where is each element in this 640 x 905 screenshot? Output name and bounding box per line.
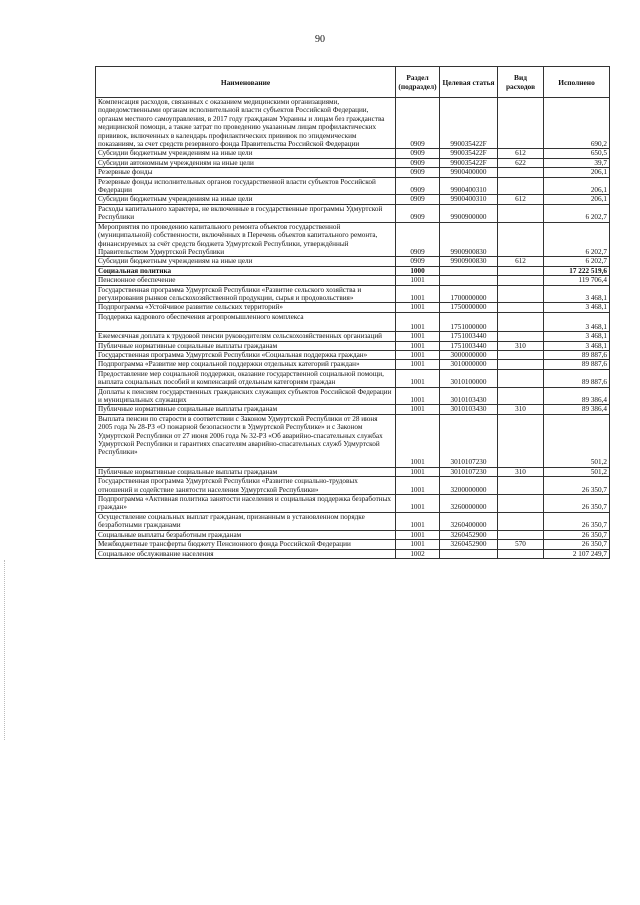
row-section-cell: 0909 xyxy=(396,195,440,204)
row-target-cell: 3260400000 xyxy=(440,512,498,530)
scan-margin-mark xyxy=(4,560,7,740)
row-target-cell: 3010103430 xyxy=(440,387,498,405)
row-name-cell: Межбюджетные трансферты бюджету Пенсионного фонда Российской Федерации xyxy=(96,540,396,549)
row-amount-cell: 89 887,6 xyxy=(544,350,610,359)
row-type-cell xyxy=(498,477,544,495)
row-target-cell: 990035422F xyxy=(440,149,498,158)
table-row xyxy=(96,549,610,558)
row-type-cell xyxy=(498,350,544,359)
row-name-cell: Расходы капитального характера, не включенные в государственные программы Удмуртской Республики xyxy=(96,204,396,222)
table-row xyxy=(96,98,610,149)
row-type-cell xyxy=(498,512,544,530)
row-amount-cell: 501,2 xyxy=(544,467,610,476)
row-type-cell: 310 xyxy=(498,467,544,476)
header-type: Вид расходов xyxy=(498,67,544,98)
row-section-cell: 1001 xyxy=(396,540,440,549)
table-row xyxy=(96,477,610,495)
table-row xyxy=(96,312,610,331)
row-amount-cell: 39,7 xyxy=(544,158,610,167)
table-row xyxy=(96,285,610,303)
row-type-cell xyxy=(498,177,544,195)
row-type-cell xyxy=(498,369,544,387)
table-row xyxy=(96,360,610,369)
table-row xyxy=(96,350,610,359)
table-row xyxy=(96,149,610,158)
row-type-cell xyxy=(498,303,544,312)
row-type-cell: 310 xyxy=(498,341,544,350)
row-name-cell: Осуществление социальных выплат гражданам, признанным в установленном порядке безработными гражданами xyxy=(96,512,396,530)
row-name-cell: Мероприятия по проведению капитального ремонта объектов государственной (муниципальной) собственности, включённых в Перечень объектов капитального ремонта, финансируемых за счёт средств бюджета Удмуртской Республики, утверждённый Правительством Удмуртской Республики xyxy=(96,222,396,257)
row-type-cell xyxy=(498,549,544,558)
table-row xyxy=(96,387,610,405)
table-row xyxy=(96,495,610,513)
row-type-cell xyxy=(498,360,544,369)
row-name-cell: Субсидии бюджетным учреждениям на иные цели xyxy=(96,257,396,266)
row-type-cell xyxy=(498,332,544,341)
table-row xyxy=(96,414,610,467)
row-amount-cell: 26 350,7 xyxy=(544,512,610,530)
table-row xyxy=(96,540,610,549)
table-row xyxy=(96,177,610,195)
row-name-cell: Компенсация расходов, связанных с оказанием медицинскими организациями, подведомственными органам исполнительной власти субъектов Российской Федерации, органам местного самоуправления, в 2017 году гражданам Украины и лицам без гражданства медицинской помощи, а также затрат по проведению указанным лицам профилактических прививок, включенных в календарь профилактических прививок по эпидемическим показаниям, за счет средств резервного фонда Правительства Российской Федерации xyxy=(96,98,396,149)
row-amount-cell: 89 386,4 xyxy=(544,405,610,414)
table-header-row xyxy=(96,67,610,98)
row-target-cell: 9900900830 xyxy=(440,222,498,257)
row-type-cell: 612 xyxy=(498,257,544,266)
row-section-cell: 0909 xyxy=(396,257,440,266)
row-amount-cell: 690,2 xyxy=(544,98,610,149)
row-section-cell: 1001 xyxy=(396,414,440,467)
table-row xyxy=(96,512,610,530)
row-type-cell xyxy=(498,414,544,467)
row-amount-cell: 26 350,7 xyxy=(544,495,610,513)
row-amount-cell: 89 887,6 xyxy=(544,369,610,387)
row-amount-cell: 89 386,4 xyxy=(544,387,610,405)
row-name-cell: Подпрограмма «Устойчивое развитие сельских территорий» xyxy=(96,303,396,312)
row-type-cell xyxy=(498,387,544,405)
row-section-cell: 0909 xyxy=(396,158,440,167)
row-amount-cell: 26 350,7 xyxy=(544,530,610,539)
row-amount-cell: 206,1 xyxy=(544,177,610,195)
row-section-cell: 0909 xyxy=(396,168,440,177)
table-row xyxy=(96,303,610,312)
row-type-cell xyxy=(498,285,544,303)
row-target-cell xyxy=(440,266,498,275)
row-target-cell: 3260452900 xyxy=(440,540,498,549)
table-row xyxy=(96,257,610,266)
row-amount-cell: 119 706,4 xyxy=(544,276,610,285)
row-name-cell: Субсидии бюджетным учреждениям на иные цели xyxy=(96,149,396,158)
header-section: Раздел (подраздел) xyxy=(396,67,440,98)
page-number: 90 xyxy=(315,34,325,45)
row-target-cell: 9900900830 xyxy=(440,257,498,266)
row-target-cell: 1751003440 xyxy=(440,341,498,350)
row-target-cell xyxy=(440,549,498,558)
row-name-cell: Публичные нормативные социальные выплаты гражданам xyxy=(96,405,396,414)
row-type-cell xyxy=(498,495,544,513)
row-target-cell: 3260452900 xyxy=(440,530,498,539)
row-amount-cell: 26 350,7 xyxy=(544,540,610,549)
table-body xyxy=(96,98,610,559)
row-type-cell: 622 xyxy=(498,158,544,167)
row-target-cell: 1751003440 xyxy=(440,332,498,341)
table-row xyxy=(96,276,610,285)
header-executed: Исполнено xyxy=(544,67,610,98)
row-amount-cell: 3 468,1 xyxy=(544,285,610,303)
table-row xyxy=(96,168,610,177)
row-name-cell: Выплата пенсии по старости в соответствии с Законом Удмуртской Республики от 28 июня 2005 года № 28-РЗ «О пожарной безопасности в Удмуртской Республике» и с Законом Удмуртской Республики от 27 июня 2006 года № 32-РЗ «Об аварийно-спасательных службах Удмуртской Республики и гарантиях спасателям аварийно-спасательных служб Удмуртской Республики» xyxy=(96,414,396,467)
row-section-cell: 0909 xyxy=(396,222,440,257)
row-target-cell: 3010000000 xyxy=(440,360,498,369)
row-target-cell: 990035422F xyxy=(440,158,498,167)
row-section-cell: 1001 xyxy=(396,332,440,341)
table-row xyxy=(96,204,610,222)
row-name-cell: Резервные фонды xyxy=(96,168,396,177)
row-type-cell xyxy=(498,204,544,222)
row-amount-cell: 206,1 xyxy=(544,195,610,204)
row-section-cell: 1002 xyxy=(396,549,440,558)
row-target-cell: 9900400310 xyxy=(440,177,498,195)
row-name-cell: Публичные нормативные социальные выплаты гражданам xyxy=(96,341,396,350)
row-target-cell: 3000000000 xyxy=(440,350,498,359)
row-target-cell: 9900900000 xyxy=(440,204,498,222)
row-name-cell: Субсидии автономным учреждениям на иные цели xyxy=(96,158,396,167)
row-name-cell: Поддержка кадрового обеспечения агропромышленного комплекса xyxy=(96,312,396,331)
row-section-cell: 1001 xyxy=(396,512,440,530)
row-target-cell: 9900400000 xyxy=(440,168,498,177)
row-target-cell xyxy=(440,276,498,285)
row-name-cell: Государственная программа Удмуртской Республики «Развитие социально-трудовых отношений и содействие занятости населения Удмуртской Республики» xyxy=(96,477,396,495)
row-name-cell: Субсидии бюджетным учреждениям на иные цели xyxy=(96,195,396,204)
row-name-cell: Пенсионное обеспечение xyxy=(96,276,396,285)
row-name-cell: Социальная политика xyxy=(96,266,396,275)
row-amount-cell: 501,2 xyxy=(544,414,610,467)
expenditure-table xyxy=(95,66,610,559)
header-name: Наименование xyxy=(96,67,396,98)
row-section-cell: 1001 xyxy=(396,369,440,387)
table-row xyxy=(96,332,610,341)
row-name-cell: Подпрограмма «Развитие мер социальной поддержки отдельных категорий граждан» xyxy=(96,360,396,369)
row-amount-cell: 6 202,7 xyxy=(544,222,610,257)
row-type-cell xyxy=(498,168,544,177)
row-amount-cell: 89 887,6 xyxy=(544,360,610,369)
row-type-cell: 310 xyxy=(498,405,544,414)
table-row xyxy=(96,158,610,167)
row-section-cell: 1001 xyxy=(396,405,440,414)
row-amount-cell: 206,1 xyxy=(544,168,610,177)
row-target-cell: 3010100000 xyxy=(440,369,498,387)
row-name-cell: Государственная программа Удмуртской Республики «Социальная поддержка граждан» xyxy=(96,350,396,359)
row-target-cell: 990035422F xyxy=(440,98,498,149)
row-target-cell: 1751000000 xyxy=(440,312,498,331)
row-name-cell: Публичные нормативные социальные выплаты гражданам xyxy=(96,467,396,476)
row-section-cell: 0909 xyxy=(396,149,440,158)
row-target-cell: 3010107230 xyxy=(440,467,498,476)
row-amount-cell: 17 222 519,6 xyxy=(544,266,610,275)
row-amount-cell: 6 202,7 xyxy=(544,204,610,222)
row-section-cell: 0909 xyxy=(396,204,440,222)
row-name-cell: Предоставление мер социальной поддержки, оказание государственной социальной помощи, выплата социальных пособий и компенсаций отдельным категориям граждан xyxy=(96,369,396,387)
row-type-cell xyxy=(498,266,544,275)
row-type-cell xyxy=(498,312,544,331)
row-name-cell: Социальные выплаты безработным гражданам xyxy=(96,530,396,539)
row-section-cell: 1001 xyxy=(396,285,440,303)
row-type-cell xyxy=(498,222,544,257)
header-target: Целевая статья xyxy=(440,67,498,98)
row-section-cell: 1001 xyxy=(396,341,440,350)
row-amount-cell: 3 468,1 xyxy=(544,341,610,350)
row-section-cell: 1001 xyxy=(396,467,440,476)
row-target-cell: 1750000000 xyxy=(440,303,498,312)
row-section-cell: 0909 xyxy=(396,98,440,149)
row-amount-cell: 3 468,1 xyxy=(544,312,610,331)
row-type-cell: 612 xyxy=(498,149,544,158)
row-name-cell: Социальное обслуживание населения xyxy=(96,549,396,558)
row-amount-cell: 26 350,7 xyxy=(544,477,610,495)
row-section-cell: 1001 xyxy=(396,276,440,285)
row-name-cell: Резервные фонды исполнительных органов государственной власти субъектов Российской Федерации xyxy=(96,177,396,195)
row-section-cell: 1001 xyxy=(396,312,440,331)
row-name-cell: Доплаты к пенсиям государственных гражданских служащих субъектов Российской Федерации и муниципальных служащих xyxy=(96,387,396,405)
table-row xyxy=(96,530,610,539)
row-section-cell: 1001 xyxy=(396,360,440,369)
row-type-cell: 570 xyxy=(498,540,544,549)
row-name-cell: Ежемесячная доплата к трудовой пенсии руководителям сельскохозяйственных организаций xyxy=(96,332,396,341)
row-target-cell: 3200000000 xyxy=(440,477,498,495)
row-amount-cell: 3 468,1 xyxy=(544,303,610,312)
row-section-cell: 1001 xyxy=(396,530,440,539)
row-section-cell: 1001 xyxy=(396,350,440,359)
row-target-cell: 9900400310 xyxy=(440,195,498,204)
table-row xyxy=(96,195,610,204)
table-row xyxy=(96,341,610,350)
row-section-cell: 1000 xyxy=(396,266,440,275)
row-type-cell xyxy=(498,530,544,539)
table-row xyxy=(96,467,610,476)
row-section-cell: 0909 xyxy=(396,177,440,195)
row-section-cell: 1001 xyxy=(396,477,440,495)
row-amount-cell: 3 468,1 xyxy=(544,332,610,341)
table-row xyxy=(96,222,610,257)
row-type-cell xyxy=(498,276,544,285)
row-name-cell: Государственная программа Удмуртской Республики «Развитие сельского хозяйства и регулирования рынков сельскохозяйственной продукции, сырья и продовольствия» xyxy=(96,285,396,303)
row-amount-cell: 6 202,7 xyxy=(544,257,610,266)
row-name-cell: Подпрограмма «Активная политика занятости населения и социальная поддержка безработных граждан» xyxy=(96,495,396,513)
row-amount-cell: 2 107 249,7 xyxy=(544,549,610,558)
table-row xyxy=(96,266,610,275)
row-section-cell: 1001 xyxy=(396,303,440,312)
row-type-cell: 612 xyxy=(498,195,544,204)
table-row xyxy=(96,369,610,387)
row-target-cell: 3010103430 xyxy=(440,405,498,414)
row-section-cell: 1001 xyxy=(396,495,440,513)
row-target-cell: 1700000000 xyxy=(440,285,498,303)
table-row xyxy=(96,405,610,414)
row-section-cell: 1001 xyxy=(396,387,440,405)
row-amount-cell: 650,5 xyxy=(544,149,610,158)
row-target-cell: 3010107230 xyxy=(440,414,498,467)
row-type-cell xyxy=(498,98,544,149)
row-target-cell: 3260000000 xyxy=(440,495,498,513)
